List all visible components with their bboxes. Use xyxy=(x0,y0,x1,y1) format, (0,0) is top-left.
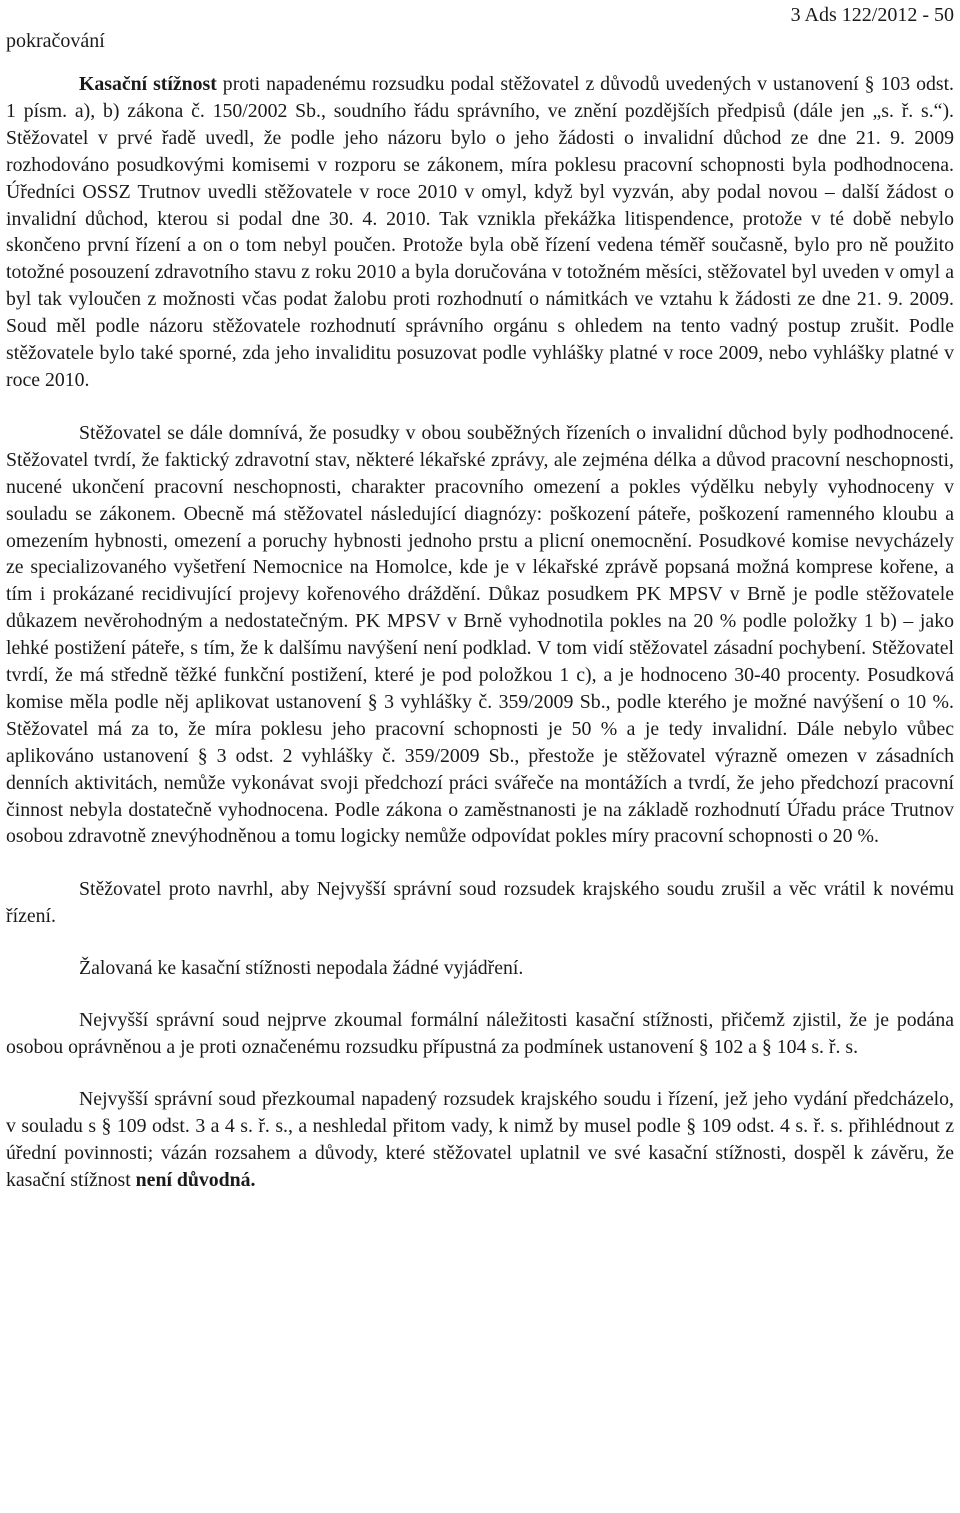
document-body xyxy=(6,71,954,1194)
paragraph-assessment-objections: Stěžovatel se dále domnívá, že posudky v obou souběžných řízeních o invalidní důchod byly podhodnocené. Stěžovatel tvrdí, že faktický zdravotní stav, některé lékařské zprávy, ale zejména délka a důvod pracovní neschopnosti, nucené ukončení pracovní neschopnosti, charakter pracovního omezení a pokles výdělku nebyly vyhodnoceny v souladu se zákonem. Obecně má stěžovatel následující diagnózy: poškození páteře, poškození ramenného kloubu a omezením hybnosti, omezení a poruchy hybnosti jednoho prstu a plicní onemocnění. Posudkové komise nevycházely ze specializovaného vyšetření Nemocnice na Homolce, kde je v lékařské zprávě popsaná možná komprese kořene, a tím i prokázané recidivující projevy kořenového dráždění. Důkaz posudkem PK MPSV v Brně je podle stěžovatele důkazem nevěrohodným a nedostatečným. PK MPSV v Brně vyhodnotila pokles na 20 % podle položky 1 b) – jako lehké postižení páteře, s tím, že k dalšímu navýšení není podklad. V tom vidí stěžovatel zásadní pochybení. Stěžovatel tvrdí, že má středně těžké funkční postižení, které je pod položkou 1 c), a je hodnoceno 30-40 procenty. Posudková komise měla podle něj aplikovat ustanovení § 3 vyhlášky č. 359/2009 Sb., podle kterého je možné navýšení o 10 %. Stěžovatel má za to, že míra poklesu jeho pracovní schopnosti je 50 % a je tedy invalidní. Dále nebylo vůbec aplikováno ustanovení § 3 odst. 2 vyhlášky č. 359/2009 Sb., přestože je stěžovatel výrazně omezen v zásadních denních aktivitách, nemůže vykonávat svoji předchozí práci svářeče na montážích a tvrdí, že jeho předchozí pracovní činnost nebyla dostatečně vyhodnocena. Podle zákona o zaměstnanosti je na základě rozhodnutí Úřadu práce Trutnov osobou zdravotně znevýhodněnou a tomu logicky nemůže odpovídat pokles míry pracovní schopnosti o 20 %. xyxy=(6,421,954,848)
paragraph-proposal: Stěžovatel proto navrhl, aby Nejvyšší správní soud rozsudek krajského soudu zrušil a věc vrátil k novému řízení. xyxy=(6,878,954,928)
paragraph-cassation-complaint xyxy=(6,71,954,394)
emphasis-conclusion: není důvodná. xyxy=(135,1168,256,1191)
paragraph-formal-requirements: Nejvyšší správní soud nejprve zkoumal formální náležitosti kasační stížnosti, přičemž zjistil, že je podána osobou oprávněnou a je proti označenému rozsudku přípustná za podmínek ustanovení § 102 a § 104 s. ř. s. xyxy=(6,1009,954,1058)
paragraph-text: Nejvyšší správní soud přezkoumal napadený rozsudek krajského soudu i řízení, jež jeho vydání předcházelo, v souladu s § 109 odst. 3 a 4 s. ř. s., a neshledal přitom vady, k nimž by musel podle § 109 odst. 4 s. ř. s. přihlédnout z úřední povinnosti; vázán rozsahem a důvody, které stěžovatel uplatnil ve své kasační stížnosti, dospěl k závěru, že kasační stížnost xyxy=(6,1087,954,1191)
paragraph-respondent: Žalovaná ke kasační stížnosti nepodala žádné vyjádření. xyxy=(79,957,524,980)
continuation-label: pokračování xyxy=(6,30,105,52)
paragraph-text: proti napadenému rozsudku podal stěžovatel z důvodů uvedených v ustanovení § 103 odst. 1 písm. a), b) zákona č. 150/2002 Sb., soudního řádu správního, ve znění pozdějších předpisů (dále jen „s. ř. s.“). Stěžovatel v prvé řadě uvedl, že podle jeho názoru bylo o jeho žádosti o invalidní důchod ze dne 21. 9. 2009 rozhodováno posudkovými komisemi v rozporu se zákonem, míra poklesu pracovní schopnosti byla podhodnocena. Úředníci OSSZ Trutnov uvedli stěžovatele v roce 2010 v omyl, když byl vyzván, aby podal novou – další žádost o invalidní důchod, kterou si podal dne 30. 4. 2010. Tak vznikla překážka litispendence, protože v té době nebylo skončeno první řízení a on o tom nebyl poučen. Protože byla obě řízení vedena téměř současně, bylo pro ně použito totožné posouzení zdravotního stavu z roku 2010 a byla doručována v totožném měsíci, stěžovatel byl uveden v omyl a byl tak vyloučen z možnosti včas podat žalobu proti rozhodnutí o námitkách ve vztahu k žádosti ze dne 21. 9. 2009. Soud měl podle názoru stěžovatele rozhodnutí správního orgánu s ohledem na tento vadný postup zrušit. Podle stěžovatele bylo také sporné, zda jeho invaliditu posuzovat podle vyhlášky platné v roce 2009, nebo vyhlášky platné v roce 2010. xyxy=(6,73,955,391)
case-number: 3 Ads 122/2012 - 50 xyxy=(790,4,954,26)
paragraph-review-conclusion xyxy=(6,1086,954,1194)
emphasis-cassation-complaint: Kasační stížnost xyxy=(79,73,217,95)
